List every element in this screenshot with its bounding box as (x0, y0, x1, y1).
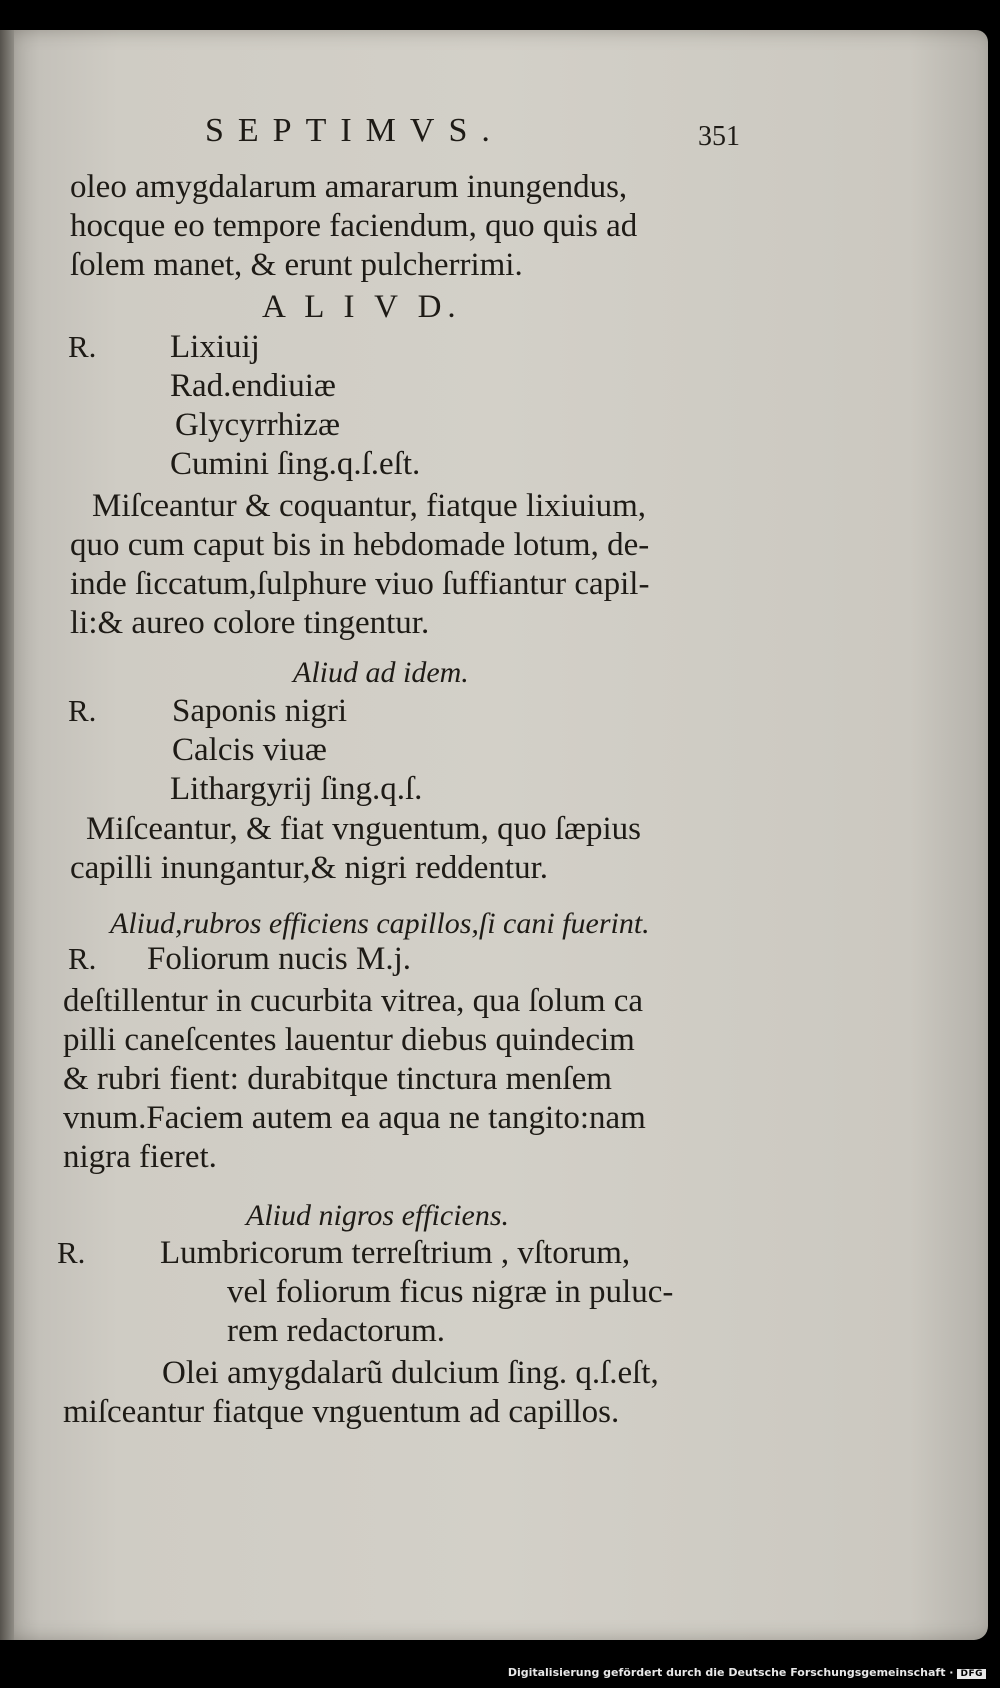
text-line: quo cum caput bis in hebdomade lotum, de- (70, 527, 650, 563)
ingredient: Lithargyrij ſing.q.ſ. (170, 771, 423, 807)
footer-bar (0, 1652, 1000, 1688)
recipe-mark: R. (68, 941, 97, 976)
footer-credit (508, 1666, 986, 1679)
ingredient: Rad.endiuiæ (170, 368, 336, 404)
text-line: Miſceantur & coquantur, fiatque lixiuium, (92, 488, 647, 524)
text-line: & rubri fient: durabitque tinctura menſem (63, 1061, 612, 1097)
text-line: Miſceantur, & fiat vnguentum, quo ſæpius (86, 811, 642, 847)
section-heading: A L I V D. (262, 289, 462, 325)
ingredient: Lumbricorum terreſtrium , vſtorum, (160, 1235, 631, 1271)
text-line: ſolem manet, & erunt pulcherrimi. (70, 247, 523, 283)
section-heading: Aliud nigros efficiens. (246, 1199, 510, 1232)
ingredient: Lixiuij (170, 329, 260, 365)
text-line: pilli caneſcentes lauentur diebus quindecim (63, 1022, 635, 1058)
text-line: nigra fieret. (63, 1139, 217, 1175)
page-gutter (0, 30, 14, 1640)
footer-credit-text: Digitalisierung gefördert durch die Deutsche Forschungsgemeinschaft · (507, 1666, 954, 1679)
ingredient: Glycyrrhizæ (175, 407, 340, 443)
text-line: deſtillentur in cucurbita vitrea, qua ſolum ca (63, 983, 644, 1019)
ingredient: Saponis nigri (172, 693, 348, 729)
ingredient: rem redactorum. (227, 1313, 446, 1349)
recipe-mark: R. (57, 1235, 86, 1270)
text-line: Olei amygdalarũ dulcium ſing. q.ſ.eſt, (162, 1355, 659, 1391)
text-line: miſceantur fiatque vnguentum ad capillos. (63, 1394, 620, 1430)
running-title: SEPTIMVS. (205, 112, 504, 149)
section-heading: Aliud ad idem. (293, 656, 469, 689)
text-line: vnum.Faciem autem ea aqua ne tangito:nam (63, 1100, 646, 1136)
ingredient: Foliorum nucis M.j. (147, 941, 412, 977)
recipe-mark: R. (68, 329, 97, 364)
ingredient: Cumini ſing.q.ſ.eſt. (170, 446, 421, 482)
text-line: inde ſiccatum,ſulphure viuo ſuffiantur capil- (70, 566, 650, 602)
text-line: oleo amygdalarum amararum inungendus, (70, 169, 628, 205)
page-number: 351 (698, 121, 740, 152)
dfg-logo: DFG (957, 1669, 986, 1679)
ingredient: Calcis viuæ (172, 732, 327, 768)
text-line: li:& aureo colore tingentur. (70, 605, 430, 641)
text-line: capilli inungantur,& nigri reddentur. (70, 850, 548, 886)
recipe-mark: R. (68, 693, 97, 728)
section-heading: Aliud,rubros efficiens capillos,ſi cani fuerint. (110, 907, 650, 940)
ingredient: vel foliorum ficus nigræ in puluc- (227, 1274, 674, 1310)
text-line: hocque eo tempore faciendum, quo quis ad (70, 208, 638, 244)
